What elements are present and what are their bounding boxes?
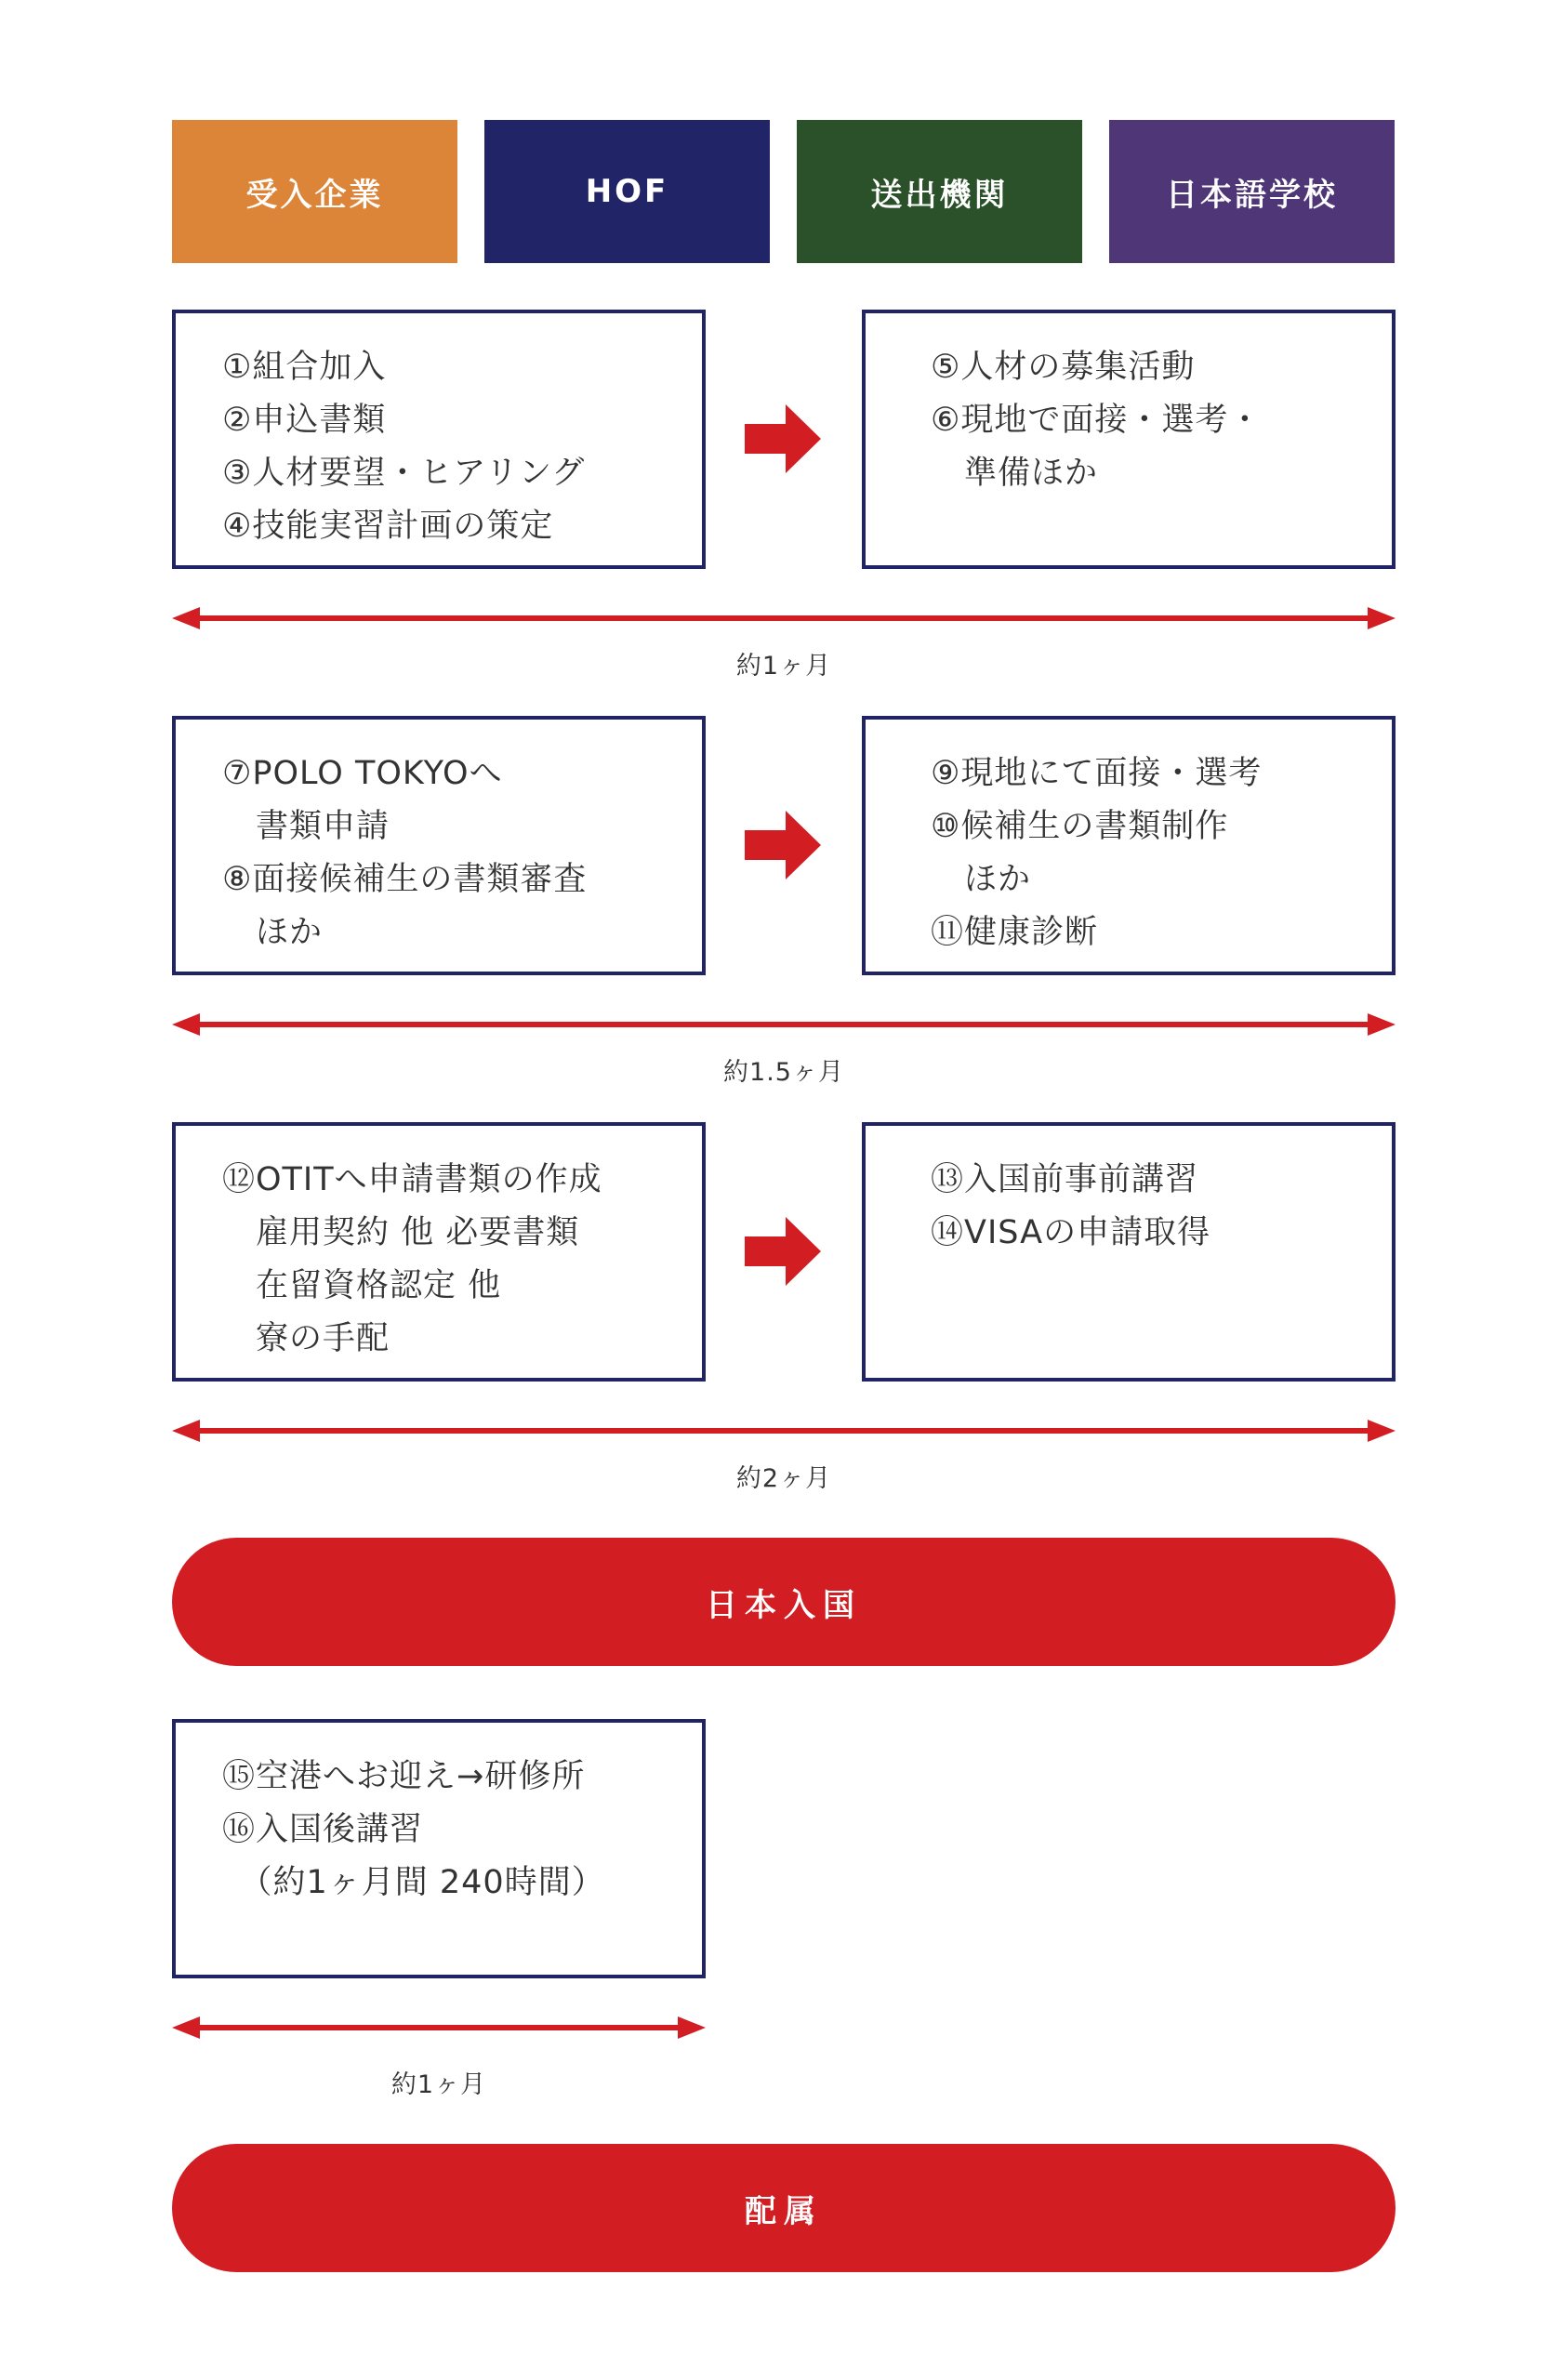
box-line: 準備ほか [931, 455, 1099, 492]
stage-2-right-box [862, 716, 1396, 975]
post-entry-duration-span-arrow [172, 2016, 706, 2039]
stage-3-right-box [862, 1122, 1396, 1382]
box-line: 在留資格認定 他 [222, 1267, 502, 1304]
stage-3-right-arrow-icon [745, 1213, 821, 1289]
box-line: ⑦POLO TOKYOへ [222, 755, 503, 792]
box-line: ⑫OTITへ申請書類の作成 [222, 1161, 602, 1198]
stage-1-duration-span-arrow [172, 607, 1396, 629]
box-line: ⑮空港へお迎え→研修所 [222, 1758, 586, 1795]
box-line: ⑪健康診断 [931, 914, 1099, 951]
box-line: ほか [222, 914, 324, 951]
stage-2-left-box [172, 716, 706, 975]
box-line: ⑩候補生の書類制作 [931, 808, 1229, 845]
box-line: 雇用契約 他 必要書類 [222, 1214, 580, 1251]
stage-1-right-box [862, 310, 1396, 569]
box-line: 書類申請 [222, 808, 390, 845]
post-entry-box [172, 1719, 706, 1978]
box-line: ①組合加入 [222, 349, 387, 386]
box-line: ⑥現地で面接・選考・ [931, 402, 1263, 439]
header-receiving-company: 受入企業 [172, 120, 457, 263]
assignment-banner: 配属 [172, 2144, 1396, 2272]
japan-entry-banner: 日本入国 [172, 1538, 1396, 1666]
stage-1-right-arrow-icon [745, 401, 821, 477]
stage-1-duration-label: 約1ヶ月 [735, 652, 832, 681]
stage-2-right-arrow-icon [745, 807, 821, 883]
box-line: ③人材要望・ヒアリング [222, 455, 586, 492]
stage-3-left-box [172, 1122, 706, 1382]
box-line: ⑬入国前事前講習 [931, 1161, 1199, 1198]
box-line: ⑨現地にて面接・選考 [931, 755, 1263, 792]
box-line: ②申込書類 [222, 402, 387, 439]
stage-1-left-box [172, 310, 706, 569]
stage-3-duration-span-arrow [172, 1420, 1396, 1442]
box-line: 寮の手配 [222, 1320, 390, 1357]
header-sending-organization: 送出機関 [797, 120, 1082, 263]
header-hof: HOF [484, 120, 770, 263]
stage-3-duration-label: 約2ヶ月 [735, 1464, 832, 1493]
box-line: （約1ヶ月間 240時間） [222, 1864, 605, 1901]
box-line: ほか [931, 861, 1032, 898]
header-japanese-school: 日本語学校 [1109, 120, 1395, 263]
box-line: ④技能実習計画の策定 [222, 508, 554, 545]
box-line: ⑭VISAの申請取得 [931, 1214, 1211, 1251]
stage-2-duration-label: 約1.5ヶ月 [723, 1058, 844, 1087]
box-line: ⑯入国後講習 [222, 1811, 424, 1848]
post-entry-duration-label: 約1ヶ月 [390, 2070, 487, 2099]
box-line: ⑧面接候補生の書類審査 [222, 861, 588, 898]
box-line: ⑤人材の募集活動 [931, 349, 1196, 386]
stage-2-duration-span-arrow [172, 1013, 1396, 1036]
